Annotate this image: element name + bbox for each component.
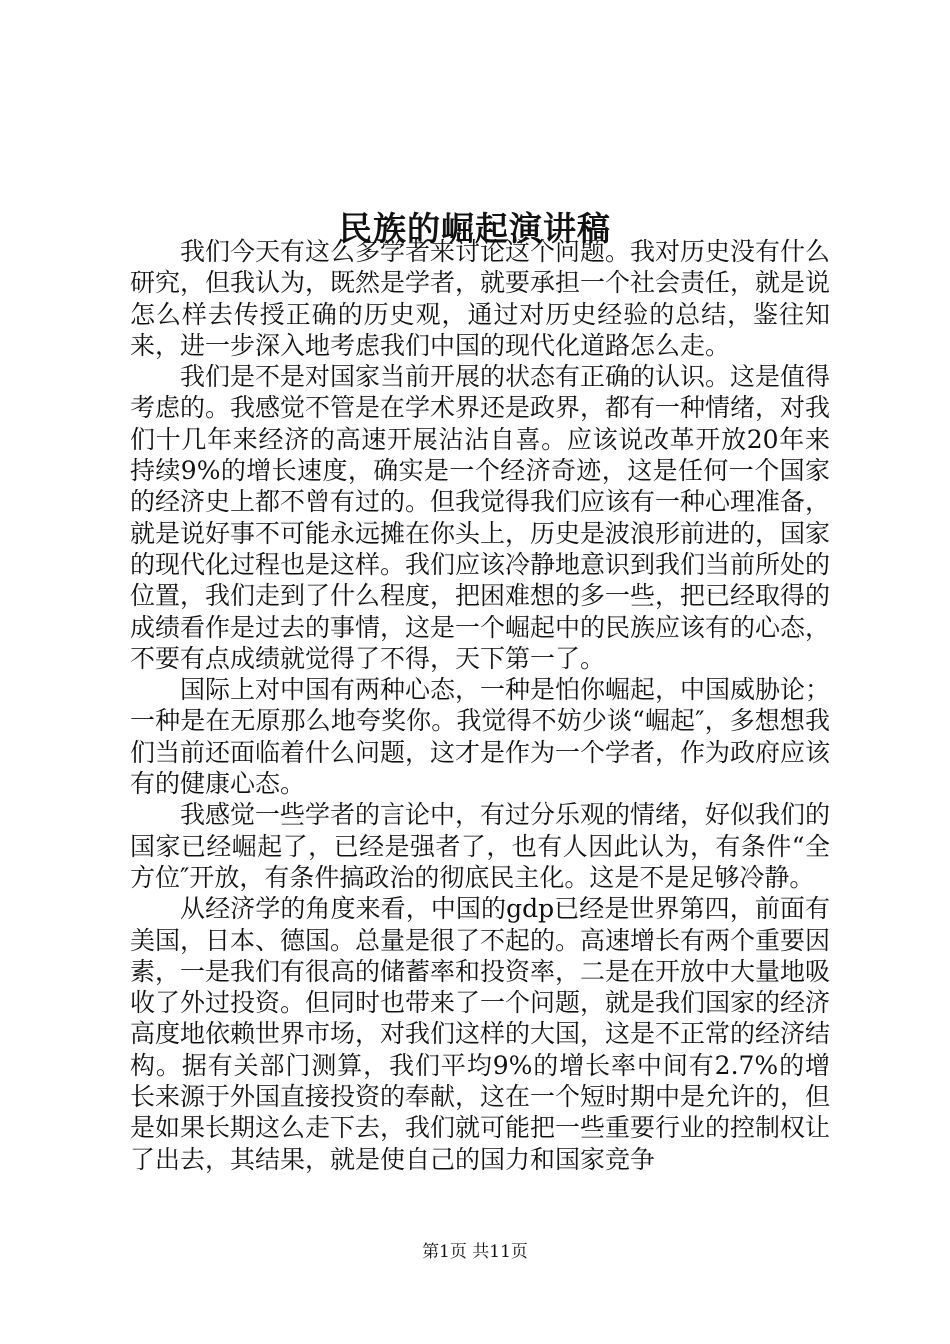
page-number-footer: 第1页 共11页 bbox=[422, 1242, 528, 1262]
document-body bbox=[130, 236, 830, 1175]
paragraph-4: 我感觉一些学者的言论中，有过分乐观的情绪，好似我们的国家已经崛起了，已经是强者了，也有人因此认为，有条件“全方位″开放，有条件搞政治的彻底民主化。这是不是足够冷静。 bbox=[130, 800, 831, 892]
paragraph-5: 从经济学的角度来看，中国的gdp已经是世界第四，前面有美国，日本、德国。总量是很了不起的。高速增长有两个重要因素，一是我们有很高的储蓄率和投资率，二是在开放中大量地吸收了外过投资。但同时也带来了一个问题，就是我们国家的经济高度地依赖世界市场，对我们这样的大国，这是不正常的经济结构。据有关部门测算，我们平均9%的增长率中间有2.7%的增长来源于外国直接投资的奉献，这在一个短时期中是允许的，但是如果长期这么走下去，我们就可能把一些重要行业的控制权让了出去，其结果，就是使自己的国力和国家竞争 bbox=[130, 894, 831, 1174]
document-title: 民族的崛起演讲稿 bbox=[339, 209, 611, 249]
paragraph-1: 我们今天有这么多学者来讨论这个问题。我对历史没有什么研究，但我认为，既然是学者，就要承担一个社会责任，就是说怎么样去传授正确的历史观，通过对历史经验的总结，鉴往知来，进一步深入地考虑我们中国的现代化道路怎么走。 bbox=[130, 237, 831, 360]
paragraph-3: 国际上对中国有两种心态，一种是怕你崛起，中国威胁论；一种是在无原那么地夸奖你。我觉得不妨少谈“崛起″，多想想我们当前还面临着什么问题，这才是作为一个学者，作为政府应该有的健康心态。 bbox=[130, 675, 831, 799]
paragraph-2: 我们是不是对国家当前开展的状态有正确的认识。这是值得考虑的。我感觉不管是在学术界还是政界，都有一种情绪，对我们十几年来经济的高速开展沾沾自喜。应该说改革开放20年来持续9%的增长速度，确实是一个经济奇迹，这是任何一个国家的经济史上都不曾有过的。但我觉得我们应该有一种心理准备，就是说好事不可能永远摊在你头上，历史是波浪形前进的，国家的现代化过程也是这样。我们应该冷静地意识到我们当前所处的位置，我们走到了什么程度，把困难想的多一些，把已经取得的成绩看作是过去的事情，这是一个崛起中的民族应该有的心态，不要有点成绩就觉得了不得，天下第一了。 bbox=[130, 362, 831, 673]
